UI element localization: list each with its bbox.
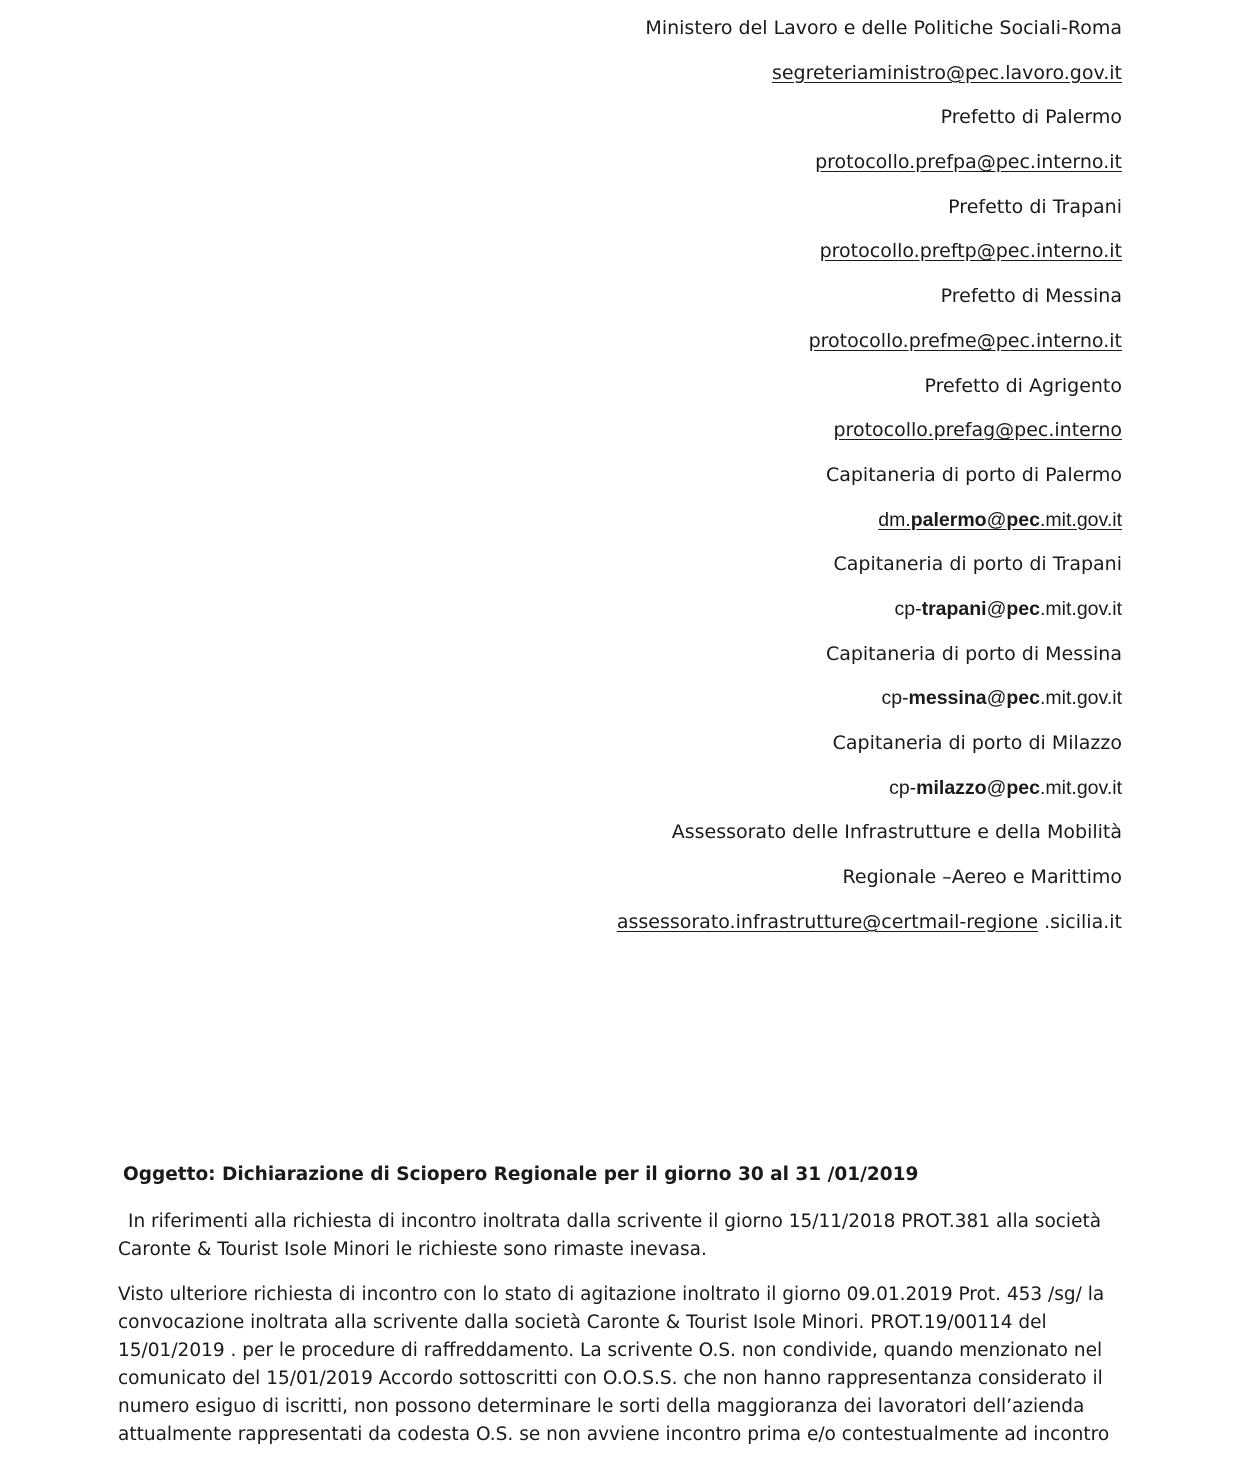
recipient-assessorato: Assessorato delle Infrastrutture e della Mobilità	[671, 821, 1122, 844]
recipient-list	[422, 13, 1122, 951]
recipient-capitaneria-trapani: Capitaneria di porto di Trapani	[833, 553, 1122, 576]
email-part: @	[986, 687, 1007, 710]
paragraph-line: In riferimenti alla richiesta di incontro inoltrata dalla scrivente il giorno 15/11/2018 PROT.381 alla società	[128, 1211, 1102, 1232]
recipient-ministry: Ministero del Lavoro e delle Politiche Sociali-Roma	[645, 17, 1122, 39]
recipient-prefetto-agrigento: Prefetto di Agrigento	[924, 374, 1122, 397]
email-suffix: .sicilia.it	[1038, 910, 1122, 933]
recipient-prefetto-agrigento-email[interactable]: protocollo.prefag@pec.interno	[833, 419, 1122, 442]
paragraph-line: comunicato del 15/01/2019 Accordo sottoscritti con O.O.S.S. che non hanno rappresentanza considerato il	[118, 1368, 1103, 1389]
email-part: .mit.gov.it	[1040, 508, 1122, 531]
recipient-prefetto-palermo: Prefetto di Palermo	[940, 106, 1122, 129]
recipient-prefetto-trapani-email[interactable]: protocollo.preftp@pec.interno.it	[819, 240, 1122, 263]
email-part-bold: palermo	[910, 508, 987, 531]
recipient-capitaneria-palermo-email[interactable]	[422, 505, 1122, 550]
paragraph-1	[118, 1208, 1118, 1264]
subject-line: Oggetto: Dichiarazione di Sciopero Regionale per il giorno 30 al 31 /01/2019	[123, 1164, 919, 1185]
recipient-prefetto-palermo-email[interactable]: protocollo.prefpa@pec.interno.it	[815, 151, 1122, 174]
email-part: .mit.gov.it	[1040, 687, 1122, 710]
email-part: cp-	[889, 776, 917, 799]
recipient-capitaneria-messina: Capitaneria di porto di Messina	[825, 642, 1122, 665]
recipient-ministry-email[interactable]: segreteriaministro@pec.lavoro.gov.it	[771, 61, 1122, 84]
email-part-bold: pec	[1006, 508, 1040, 531]
recipient-capitaneria-messina-email	[422, 683, 1122, 728]
recipient-prefetto-trapani: Prefetto di Trapani	[948, 195, 1122, 218]
paragraph-line: Caronte & Tourist Isole Minori le richieste sono rimaste inevasa.	[118, 1239, 707, 1260]
paragraph-line: convocazione inoltrata alla scrivente dalla società Caronte & Tourist Isole Minori. PROT.19/00114 del	[118, 1312, 1047, 1333]
recipient-capitaneria-milazzo: Capitaneria di porto di Milazzo	[832, 732, 1122, 754]
paragraph-line: 15/01/2019 . per le procedure di raffreddamento. La scrivente O.S. non condivide, quando menzionato nel	[118, 1340, 1103, 1361]
email-part: @	[986, 508, 1007, 531]
email-link[interactable]: assessorato.infrastrutture@certmail-regione	[616, 910, 1039, 933]
paragraph-line: numero esiguo di iscritti, non possono determinare le sorti della maggioranza dei lavoratori dell’azienda	[118, 1396, 1085, 1417]
email-part: .mit.gov.it	[1040, 776, 1122, 799]
email-part: dm.	[878, 508, 911, 531]
recipient-capitaneria-palermo: Capitaneria di porto di Palermo	[825, 463, 1122, 486]
email-part-bold: pec	[1006, 776, 1040, 799]
email-part: .mit.gov.it	[1040, 597, 1122, 620]
email-link[interactable]	[878, 509, 1122, 531]
paragraph-2	[118, 1281, 1118, 1449]
email-part: @	[986, 776, 1007, 799]
email-part: cp-	[881, 687, 909, 710]
email-part: @	[986, 597, 1007, 620]
recipient-assessorato-email[interactable]	[422, 907, 1122, 952]
email-part-bold: messina	[908, 687, 987, 710]
email-part-bold: trapani	[921, 597, 987, 620]
email-part-bold: pec	[1006, 597, 1040, 620]
email-part: cp-	[894, 597, 922, 620]
paragraph-line: attualmente rappresentati da codesta O.S. se non avviene incontro prima e/o contestualmente ad incontro	[118, 1424, 1110, 1445]
recipient-capitaneria-milazzo-email	[422, 773, 1122, 818]
recipient-assessorato-dept: Regionale –Aereo e Marittimo	[842, 866, 1122, 889]
paragraph-line: Visto ulteriore richiesta di incontro con lo stato di agitazione inoltrato il giorno 09.01.2019 Prot. 453 /sg/ la	[118, 1284, 1105, 1305]
recipient-capitaneria-trapani-email	[422, 594, 1122, 639]
email-part-bold: milazzo	[916, 776, 987, 799]
recipient-prefetto-messina: Prefetto di Messina	[940, 285, 1122, 308]
recipient-prefetto-messina-email[interactable]: protocollo.prefme@pec.interno.it	[808, 329, 1122, 352]
email-part-bold: pec	[1006, 687, 1040, 710]
